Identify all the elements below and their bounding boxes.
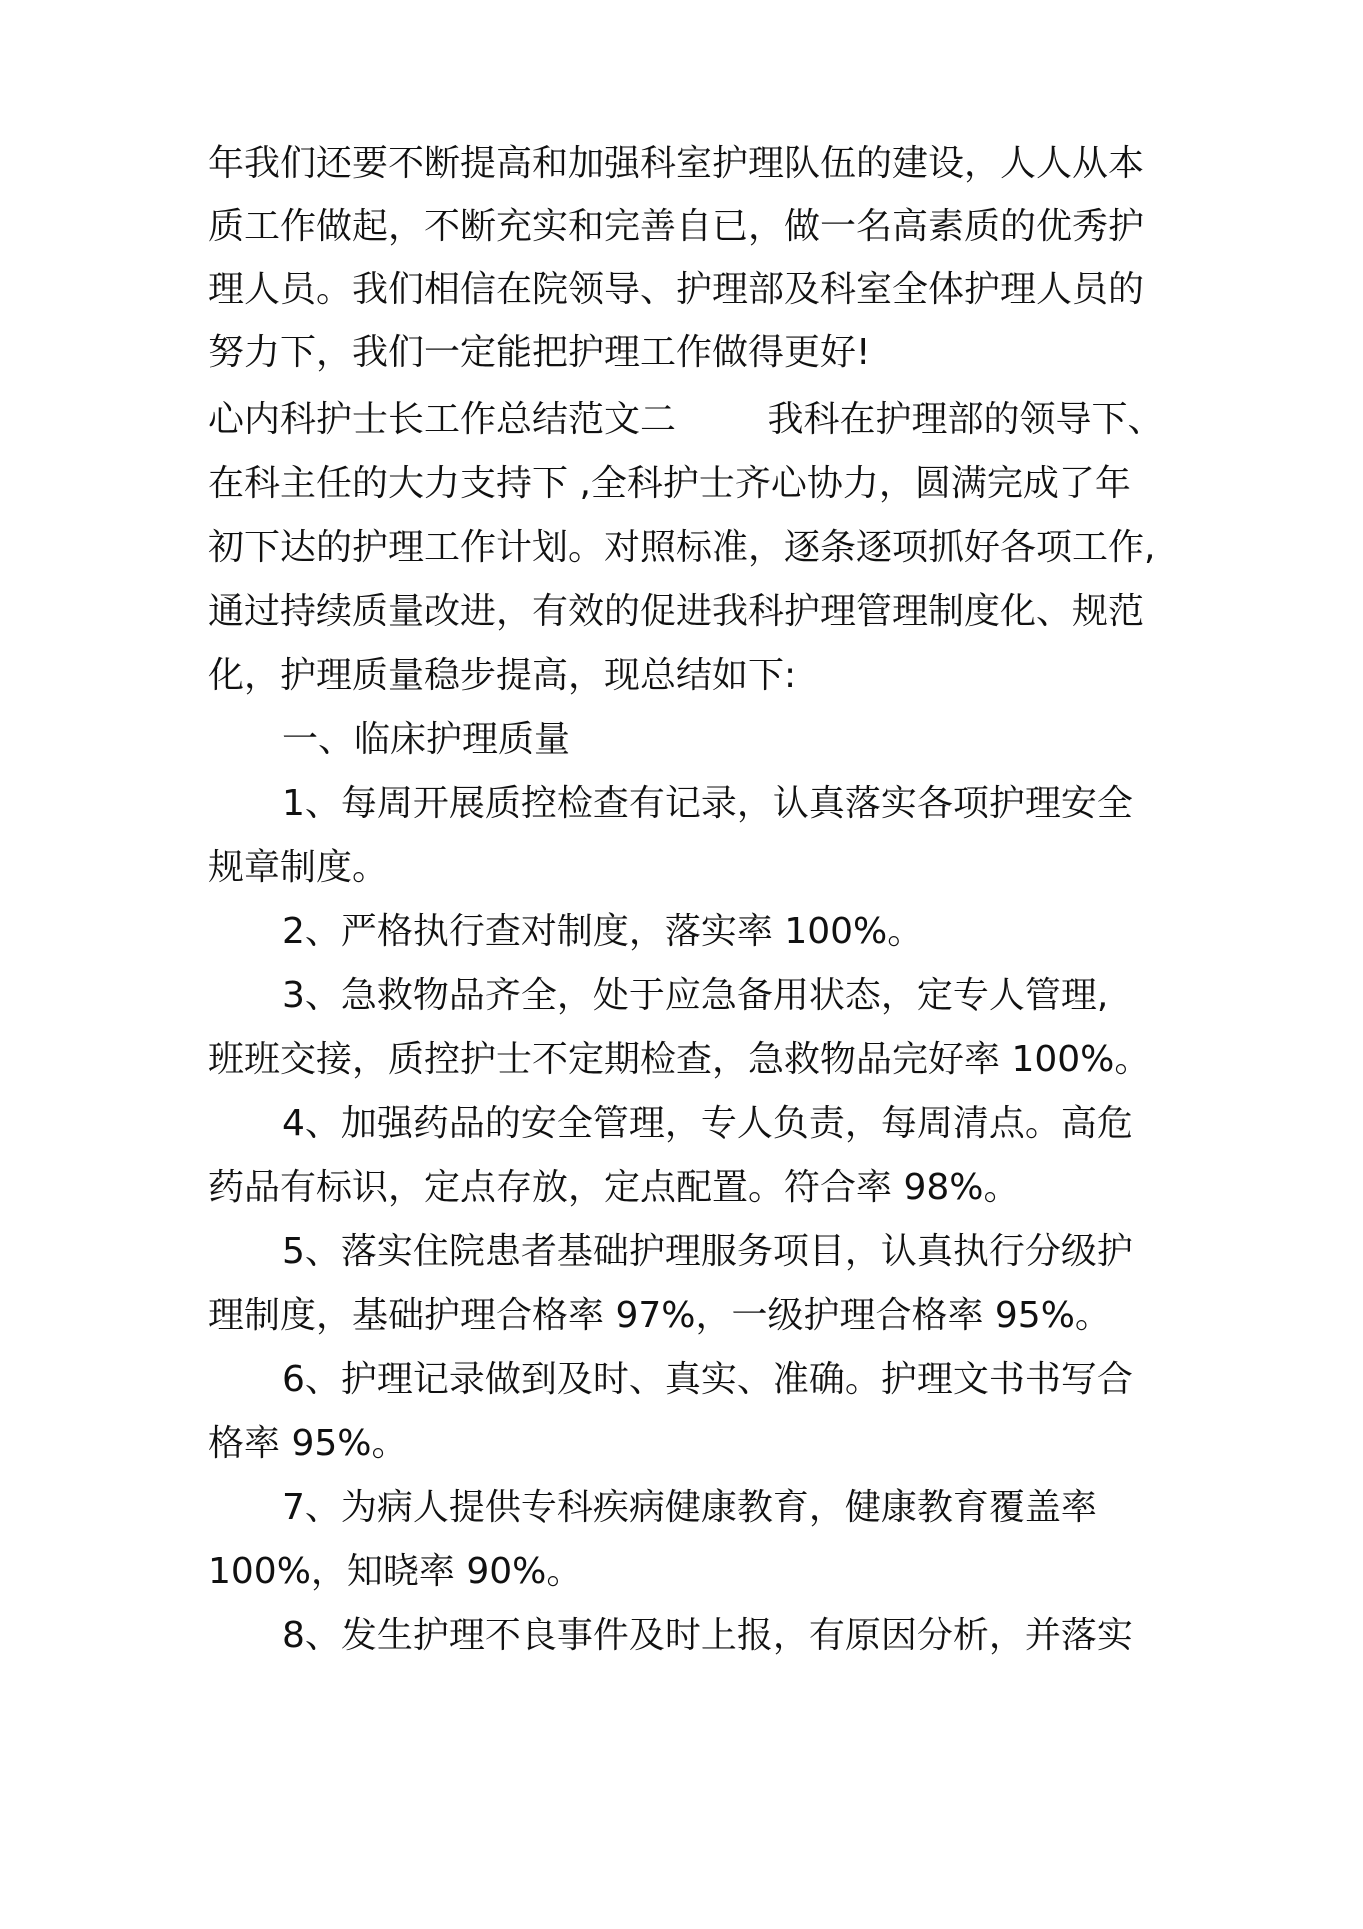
text-line: 质工作做起，不断充实和完善自已，做一名高素质的优秀护 bbox=[208, 206, 1145, 247]
list-item-line: 格率 95%。 bbox=[208, 1423, 408, 1464]
text-line: 初下达的护理工作计划。对照标准，逐条逐项抓好各项工作, bbox=[208, 527, 1156, 568]
list-item-line: 理制度，基础护理合格率 97%，一级护理合格率 95%。 bbox=[208, 1295, 1111, 1336]
list-item-line: 5、落实住院患者基础护理服务项目，认真执行分级护 bbox=[282, 1231, 1133, 1272]
subheading-line: 一、临床护理质量 bbox=[282, 719, 571, 760]
text-line: 化，护理质量稳步提高，现总结如下: bbox=[208, 655, 797, 696]
list-item-line: 4、加强药品的安全管理，专人负责，每周清点。高危 bbox=[282, 1103, 1133, 1144]
text-line: 在科主任的大力支持下 ,全科护士齐心协力，圆满完成了年 bbox=[208, 463, 1131, 504]
list-item-line: 7、为病人提供专科疾病健康教育，健康教育覆盖率 bbox=[282, 1487, 1097, 1528]
text-line: 努力下，我们一定能把护理工作做得更好! bbox=[208, 332, 871, 373]
list-item-line: 3、急救物品齐全，处于应急备用状态，定专人管理, bbox=[282, 975, 1109, 1016]
list-item-line: 6、护理记录做到及时、真实、准确。护理文书书写合 bbox=[282, 1359, 1133, 1400]
list-item-line: 班班交接，质控护士不定期检查，急救物品完好率 100%。 bbox=[208, 1039, 1151, 1080]
list-item-line: 1、每周开展质控检查有记录，认真落实各项护理安全 bbox=[282, 783, 1133, 824]
list-item-line: 100%，知晓率 90%。 bbox=[208, 1551, 583, 1592]
list-item-line: 8、发生护理不良事件及时上报，有原因分析，并落实 bbox=[282, 1615, 1133, 1656]
list-item-line: 2、严格执行查对制度，落实率 100%。 bbox=[282, 911, 924, 952]
text-line: 通过持续质量改进，有效的促进我科护理管理制度化、规范 bbox=[208, 591, 1145, 632]
text-line: 理人员。我们相信在院领导、护理部及科室全体护理人员的 bbox=[208, 269, 1145, 310]
section-heading-line: 心内科护士长工作总结范文二 我科在护理部的领导下、 bbox=[208, 399, 1164, 440]
list-item-line: 药品有标识，定点存放，定点配置。符合率 98%。 bbox=[208, 1167, 1020, 1208]
text-line: 年我们还要不断提高和加强科室护理队伍的建设，人人从本 bbox=[208, 143, 1145, 184]
list-item-line: 规章制度。 bbox=[208, 847, 389, 888]
